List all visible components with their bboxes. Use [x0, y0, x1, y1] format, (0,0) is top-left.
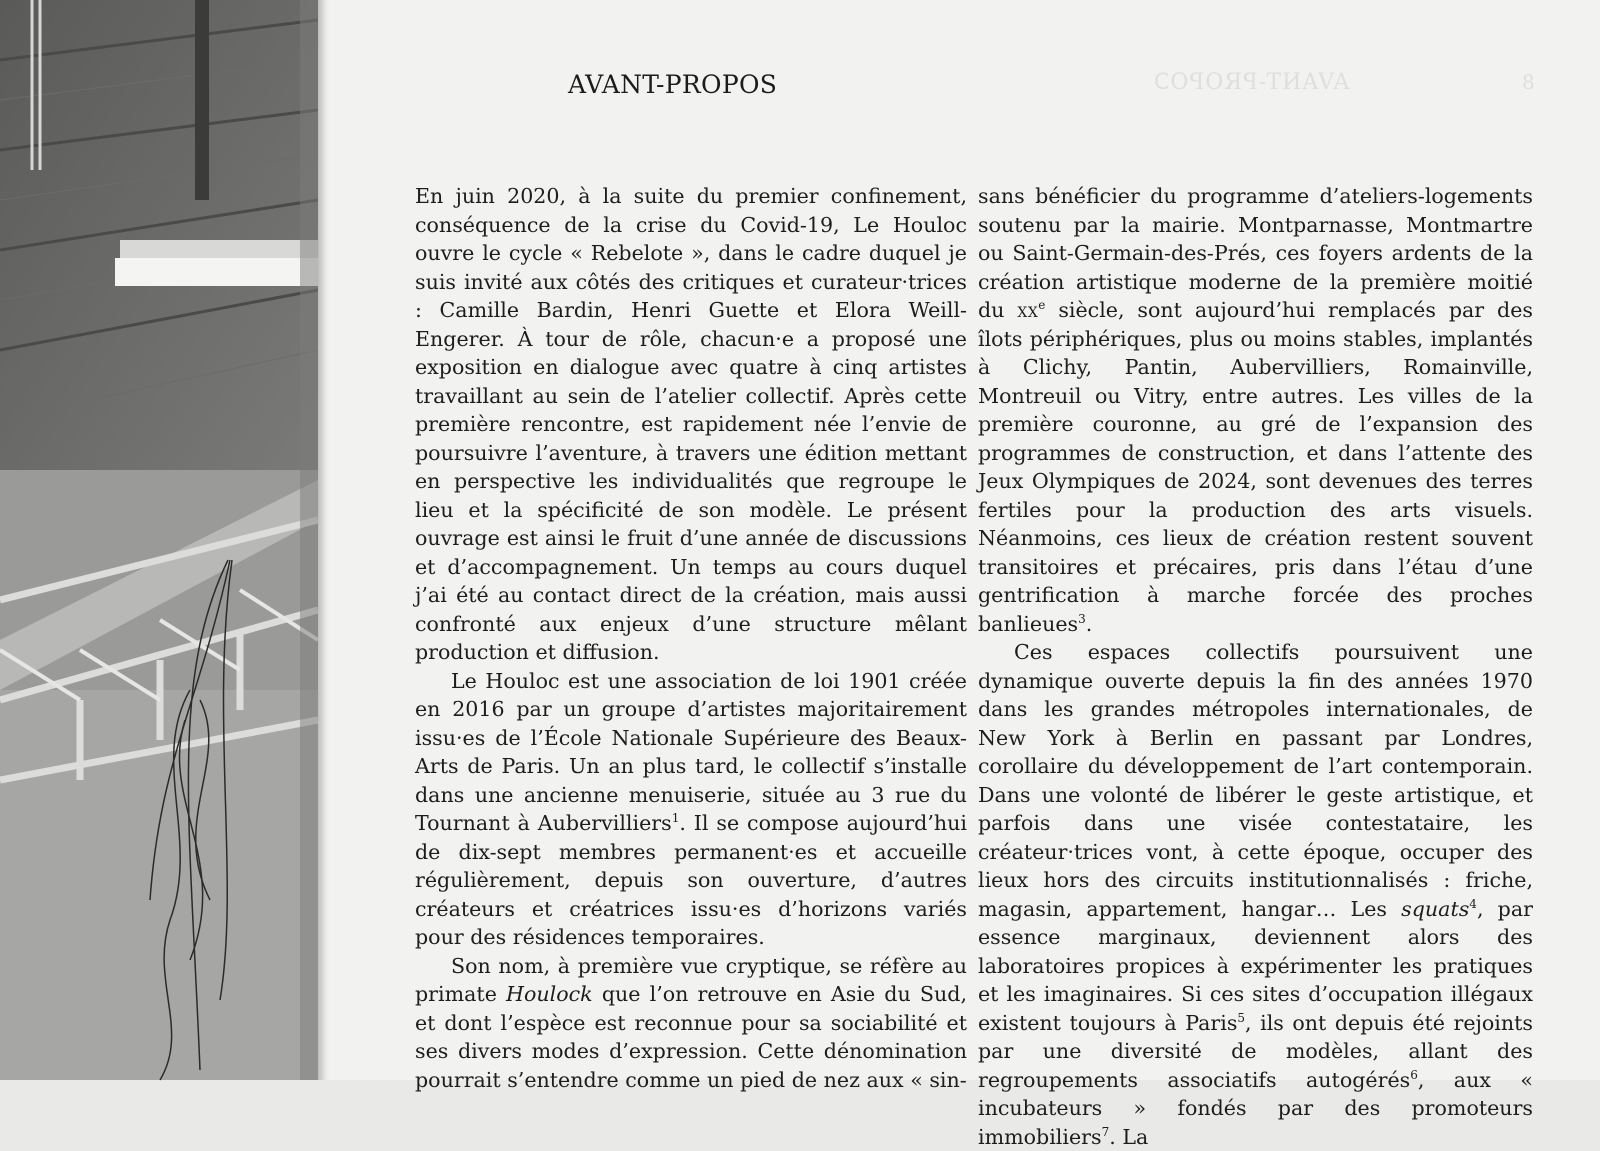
- right-text-column: [978, 182, 1533, 1151]
- footnote-ref: 5: [1237, 1010, 1246, 1025]
- left-text-column: [415, 182, 967, 1094]
- facing-page-photograph: [0, 0, 318, 1080]
- italic-term: Houlock: [506, 982, 593, 1006]
- paragraph: Le Houloc est une association de loi 1901 créée en 2016 par un groupe d’artistes majoritairement issu·es de l’École Nationale Supérieure des Beaux-Arts de Paris. Un an plus tard, le collectif s’installe dans une ancienne menuiserie, située au 3 rue du Tournant à Aubervilliers$^1$. Il se compose aujourd’hui de dix-sept membres permanent·es et accueille régulièrement, depuis son ouverture, d’autres créateurs et créatrices issu·es d’horizons variés pour des résidences temporaires.: [415, 668, 968, 949]
- paragraph: En juin 2020, à la suite du premier confinement, conséquence de la crise du Covid-19, Le Houloc ouvre le cycle « Rebelote », dans le cadre duquel je suis invité aux côtés des critiques et curateur·trices : Camille Bardin, Henri Guette et Elora Weill-Engerer. À tour de rôle, chacun·e a proposé une exposition en dialogue avec quatre à cinq artistes travaillant au sein de l’atelier collectif. Après cette première rencontre, est rapidement née l’envie de poursuivre l’aventure, à travers une édition mettant en perspective les individualités que regroupe le lieu et la spécificité de son modèle. Le présent ouvrage est ainsi le fruit d’une année de discussions et d’accompagnement. Un temps au cours duquel j’ai été au contact direct de la création, mais aussi confronté aux enjeux d’une structure mêlant production et diffusion.: [415, 184, 967, 664]
- paragraph: sans bénéficier du programme d’ateliers-logements soutenu par la mairie. Montparnasse, Montmartre ou Saint-Germain-des-Prés, ces foyers ardents de la création artistique moderne de la première moitié du $xx^e$ siècle, sont aujourd’hui remplacés par des îlots périphériques, plus ou moins stables, implantés à Clichy, Pantin, Aubervilliers, Romainville, Montreuil ou Vitry, entre autres. Les villes de la première couronne, au gré de l’expansion des programmes de construction, et dans l’attente des Jeux Olympiques de 2024, sont devenues des terres fertiles pour la production des arts visuels. Néanmoins, ces lieux de création restent souvent transitoires et précaires, pris dans l’étau d’une gentrification à marche forcée des proches banlieues$^3$.: [978, 184, 1533, 636]
- footnote-ref: 4: [1469, 896, 1477, 911]
- paragraph: Ces espaces collectifs poursuivent une dynamique ouverte depuis la fin des années 1970 dans les grandes métropoles internationales, de New York à Berlin en passant par Londres, corollaire du développement de l’art contemporain. Dans une volonté de libérer le geste artistique, et parfois dans une visée contestataire, les créateur·trices vont, à cette époque, occuper des lieux hors des circuits institutionnalisés : friche, magasin, appartement, hangar… Les squats$^4$, par essence marginaux, deviennent alors des laboratoires propices à expérimenter les pratiques et les imaginaires. Si ces sites d’occupation illégaux existent toujours à Paris$^5$, ils ont depuis été rejoints par une diversité de modèles, allant des regroupements associatifs autogérés$^6$, aux « incubateurs » fondés par des promoteurs immobiliers$^7$. La: [978, 640, 1533, 1149]
- italic-term: squats: [1401, 896, 1470, 921]
- footnote-ref: 7: [1101, 1124, 1110, 1139]
- page-title: AVANT-PROPOS: [568, 70, 778, 99]
- footnote-ref: 3: [1078, 611, 1086, 626]
- footnote-ref: 6: [1410, 1067, 1418, 1082]
- book-page: [330, 0, 1600, 1149]
- paragraph: Son nom, à première vue cryptique, se réfère au primate Houlock que l’on retrouve en Asie du Sud, et dont l’espèce est reconnue pour sa sociabilité et ses divers modes d’expression. Cette dénomination pourrait s’entendre comme un pied de nez aux « sin-: [415, 953, 967, 1092]
- century-numeral: xx: [1017, 298, 1039, 322]
- atelier-interior-photo: [0, 0, 318, 1080]
- footnote-ref: 1: [671, 811, 680, 825]
- book-gutter: [318, 0, 330, 1080]
- bleed-through-text: ꓚOꟼOЯꟼ-TИAVA: [1154, 70, 1351, 95]
- bleed-through-number: 8: [1522, 70, 1536, 94]
